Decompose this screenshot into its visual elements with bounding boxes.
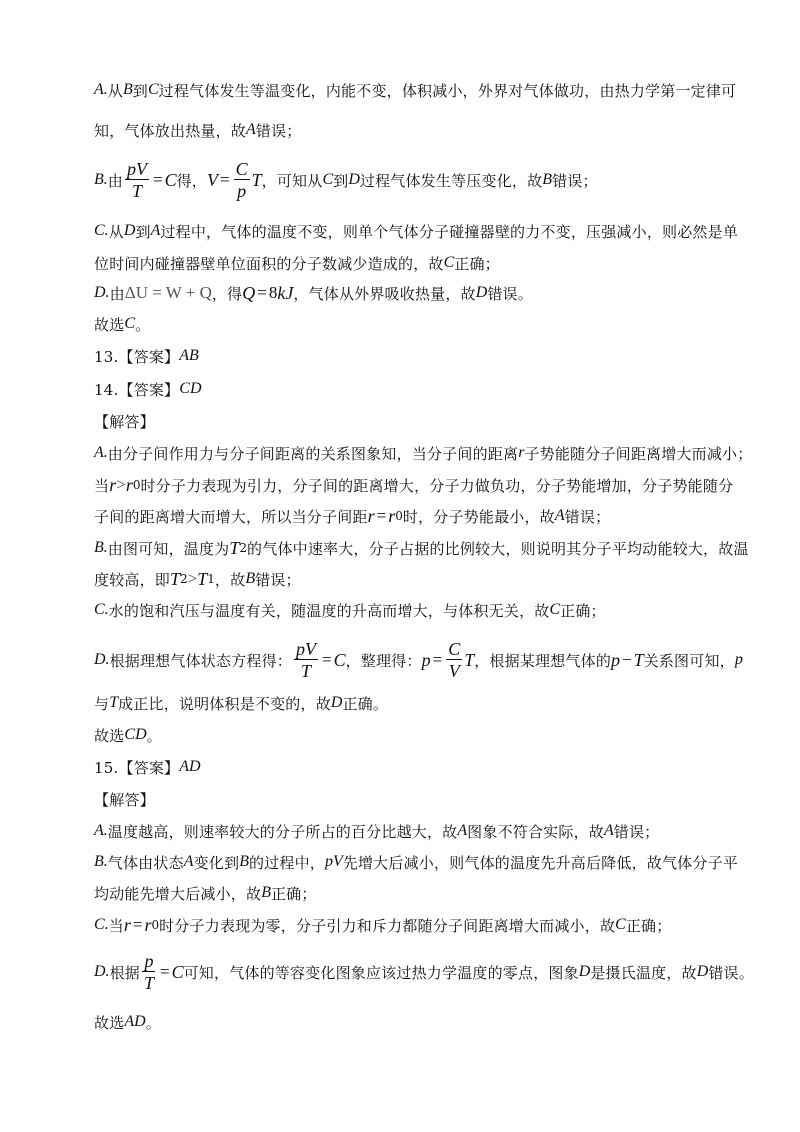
text-run: 正确； bbox=[560, 601, 606, 620]
text-run: 先增大后减小，则气体的温度先升高后降低，故气体分子平 bbox=[342, 853, 738, 872]
math-run: Q bbox=[242, 282, 256, 303]
text-run: 14.【答案】 bbox=[94, 380, 180, 399]
text-run: ，整理得： bbox=[345, 651, 422, 670]
math-run: p bbox=[611, 649, 621, 670]
text-line bbox=[94, 374, 800, 404]
text-run: ，气体从外界吸收热量，故 bbox=[293, 284, 476, 303]
text-line bbox=[94, 341, 800, 371]
fraction bbox=[125, 160, 149, 200]
text-run: 过程气体发生等压变化，故 bbox=[359, 171, 543, 190]
math-run: C bbox=[322, 171, 334, 188]
math-run: B bbox=[542, 171, 553, 188]
math-run: T bbox=[464, 649, 475, 670]
fraction-numerator: p bbox=[144, 951, 154, 971]
math-run: r bbox=[367, 505, 375, 526]
text-line bbox=[94, 533, 800, 563]
text-run: 正确； bbox=[270, 884, 317, 903]
math-run: AB bbox=[179, 347, 199, 364]
math-run: V bbox=[207, 169, 218, 190]
text-run: 过程气体发生等温变化，内能不变，体积减小，外界对气体做功，由热力学第一定律可 bbox=[158, 81, 737, 100]
math-run: A bbox=[183, 853, 194, 870]
math-run: r bbox=[388, 505, 396, 526]
fraction-numerator: C bbox=[235, 159, 248, 179]
math-run: C bbox=[333, 649, 346, 670]
text-run: 。 bbox=[135, 315, 151, 334]
text-run: 。 bbox=[146, 726, 162, 745]
math-run: C bbox=[443, 254, 455, 271]
text-run: 错误； bbox=[564, 507, 611, 526]
text-run: 错误。 bbox=[708, 963, 754, 982]
fraction bbox=[294, 640, 318, 680]
math-run: pV bbox=[324, 853, 343, 870]
text-line bbox=[94, 878, 800, 908]
math-run: D. bbox=[94, 963, 110, 980]
fraction bbox=[446, 640, 462, 680]
text-run: 【解答】 bbox=[94, 412, 155, 431]
math-run: B. bbox=[94, 539, 108, 556]
math-run: T bbox=[633, 649, 644, 670]
math-run: > bbox=[116, 475, 126, 494]
math-run: = bbox=[432, 650, 443, 669]
math-run: T bbox=[229, 537, 240, 558]
text-line bbox=[94, 438, 800, 468]
text-line bbox=[94, 752, 800, 782]
text-line bbox=[94, 406, 800, 436]
text-line bbox=[94, 248, 800, 278]
math-run: A bbox=[457, 822, 468, 839]
math-run: C bbox=[124, 315, 136, 332]
text-run: 的气体中速率大，分子占据的比例较大，则说明其分子平均动能较大，故温 bbox=[247, 539, 749, 558]
math-run: 0 bbox=[132, 478, 141, 492]
text-run: 可知，气体的等容变化图象应该过热力学温度的零点，图象 bbox=[183, 963, 579, 982]
text-line bbox=[94, 75, 800, 105]
math-run: B bbox=[239, 853, 249, 870]
fraction-denominator: T bbox=[300, 661, 311, 681]
text-run: 的过程中， bbox=[248, 853, 325, 872]
fraction-numerator: C bbox=[448, 639, 461, 659]
text-line bbox=[94, 847, 800, 877]
text-line bbox=[94, 639, 800, 681]
math-run: 0 bbox=[151, 918, 160, 932]
text-line bbox=[94, 595, 800, 625]
math-run: A bbox=[603, 822, 614, 839]
text-run: 根据理想气体状态方程得： bbox=[109, 651, 292, 670]
text-run: ，故 bbox=[214, 570, 246, 589]
text-run: 故选 bbox=[94, 315, 125, 334]
text-run: 图象不符合实际，故 bbox=[467, 822, 604, 841]
text-run: 知，气体放出热量，故 bbox=[94, 121, 247, 140]
text-run: 正确； bbox=[454, 254, 500, 273]
text-run: 变化到 bbox=[193, 853, 240, 872]
text-run: 温度越高，则速率较大的分子所占的百分比越大，故 bbox=[107, 822, 458, 841]
math-run: = bbox=[152, 170, 163, 189]
text-line bbox=[94, 688, 800, 718]
math-run: C bbox=[147, 81, 159, 98]
math-run: 2 bbox=[239, 541, 248, 555]
text-run: 从 bbox=[108, 222, 124, 241]
text-run: 水的饱和汽压与温度有关，随温度的升高而增大，与体积无关，故 bbox=[108, 601, 550, 620]
math-run: A bbox=[246, 121, 256, 138]
text-run: 是摄氏温度，故 bbox=[590, 963, 697, 982]
math-run: 2 bbox=[180, 572, 188, 586]
math-run: − bbox=[622, 650, 632, 669]
text-line bbox=[94, 159, 800, 201]
math-run: A bbox=[554, 507, 565, 524]
text-line bbox=[94, 216, 800, 246]
text-run: 时，分子势能最小，故 bbox=[402, 507, 555, 526]
text-run: 由分子间作用力与分子间距离的关系图象知，当分子间的距离 bbox=[107, 444, 519, 463]
math-run: C bbox=[164, 169, 177, 190]
math-run: = bbox=[132, 915, 143, 934]
text-line bbox=[94, 720, 800, 750]
text-run: 到 bbox=[333, 171, 349, 190]
text-run: 由 bbox=[107, 171, 123, 190]
text-run: 得， bbox=[176, 171, 207, 190]
math-run: kJ bbox=[277, 282, 294, 303]
math-run: T bbox=[197, 568, 208, 589]
text-run: 当 bbox=[108, 916, 124, 935]
math-run: B. bbox=[94, 171, 108, 188]
text-line bbox=[94, 115, 800, 145]
math-run: AD bbox=[179, 758, 201, 775]
math-run: D bbox=[123, 222, 136, 239]
text-run: 故选 bbox=[94, 726, 125, 745]
fraction-numerator: pV bbox=[295, 639, 316, 659]
text-run: 成正比，说明体积是不变的，故 bbox=[118, 694, 331, 713]
math-run: D bbox=[330, 694, 343, 711]
math-run: D bbox=[475, 284, 488, 301]
text-run: 错误； bbox=[255, 121, 302, 140]
text-run: 错误。 bbox=[487, 284, 533, 303]
math-run: D. bbox=[94, 651, 110, 668]
text-run: 到 bbox=[132, 81, 148, 100]
text-run: 13.【答案】 bbox=[94, 347, 180, 366]
text-run: 当 bbox=[94, 476, 110, 495]
text-run: 从 bbox=[107, 81, 123, 100]
math-run: A. bbox=[94, 822, 108, 839]
fraction-denominator: p bbox=[237, 181, 247, 201]
math-run: p bbox=[421, 649, 431, 670]
text-line bbox=[94, 951, 800, 993]
fraction-numerator: pV bbox=[126, 159, 147, 179]
math-run: D bbox=[696, 963, 709, 980]
math-run: r bbox=[109, 474, 117, 495]
fraction bbox=[142, 952, 156, 992]
text-run: 子势能随分子间距离增大而减小； bbox=[524, 444, 753, 463]
math-run: r bbox=[144, 914, 152, 935]
math-run: D. bbox=[94, 284, 110, 301]
fraction-denominator: T bbox=[143, 973, 154, 993]
math-run: = bbox=[321, 650, 332, 669]
math-run: p bbox=[734, 651, 743, 668]
text-run: 。 bbox=[145, 1013, 161, 1032]
text-run: 度较高，即 bbox=[94, 570, 171, 589]
math-run: T bbox=[109, 694, 119, 711]
math-run: D bbox=[348, 171, 360, 188]
math-run: C. bbox=[94, 601, 109, 618]
text-line bbox=[94, 564, 800, 594]
math-run: B bbox=[122, 81, 133, 98]
text-run: 错误； bbox=[552, 171, 598, 190]
math-run: C. bbox=[94, 222, 109, 239]
math-run: D bbox=[578, 963, 591, 980]
text-run: 【解答】 bbox=[94, 790, 155, 809]
math-run: ΔU = W + Q bbox=[124, 283, 212, 302]
math-run: r bbox=[125, 474, 133, 495]
math-run: CD bbox=[124, 726, 147, 743]
text-run: 到 bbox=[135, 222, 151, 241]
math-run: r bbox=[518, 444, 525, 461]
math-run: T bbox=[170, 568, 181, 589]
math-run: A. bbox=[94, 81, 108, 98]
math-run: = bbox=[376, 506, 387, 525]
math-run: B bbox=[245, 570, 256, 587]
text-run: 正确。 bbox=[342, 694, 389, 713]
text-line bbox=[94, 1007, 800, 1037]
text-line bbox=[94, 309, 800, 339]
math-run: C bbox=[549, 601, 561, 618]
text-run: 15.【答案】 bbox=[94, 758, 180, 777]
math-run: > bbox=[187, 569, 198, 588]
math-run: C. bbox=[94, 916, 109, 933]
text-line bbox=[94, 470, 800, 500]
text-run: 时分子力表现为引力，分子间的距离增大，分子力做负功，分子势能增加，分子势能随分 bbox=[140, 476, 734, 495]
math-run: C bbox=[615, 916, 626, 933]
math-run: C bbox=[171, 961, 184, 982]
text-run: 故选 bbox=[94, 1013, 125, 1032]
text-run: ，根据某理想气体的 bbox=[474, 651, 612, 670]
math-run: T bbox=[251, 169, 262, 190]
text-run: 关系图可知， bbox=[643, 651, 735, 670]
math-run: = bbox=[220, 170, 230, 189]
text-run: 正确； bbox=[625, 916, 672, 935]
text-run: 时分子力表现为零，分子引力和斥力都随分子间距离增大而减小，故 bbox=[159, 916, 616, 935]
math-run: A bbox=[150, 222, 161, 239]
math-run: B. bbox=[94, 853, 108, 870]
text-run: 由 bbox=[109, 284, 125, 303]
text-line bbox=[94, 501, 800, 531]
text-run: 错误； bbox=[613, 822, 660, 841]
fraction bbox=[234, 160, 250, 200]
fraction-denominator: T bbox=[131, 181, 142, 201]
text-run: ，可知从 bbox=[261, 171, 323, 190]
text-line bbox=[94, 816, 800, 846]
text-run: 根据 bbox=[109, 963, 140, 982]
text-run: 错误； bbox=[255, 570, 301, 589]
math-run: 1 bbox=[207, 572, 215, 586]
math-run: 8 bbox=[268, 283, 278, 302]
math-run: = bbox=[159, 962, 170, 981]
text-run: 子间的距离增大而增大，所以当分子间距 bbox=[94, 507, 368, 526]
text-run: ，得 bbox=[211, 284, 243, 303]
math-run: r bbox=[123, 914, 131, 935]
text-run: 位时间内碰撞器壁单位面积的分子数减少造成的，故 bbox=[94, 254, 444, 273]
math-run: CD bbox=[179, 380, 202, 397]
text-line bbox=[94, 784, 800, 814]
text-run: 与 bbox=[94, 694, 110, 713]
text-run: 均动能先增大后减小，故 bbox=[94, 884, 262, 903]
text-line bbox=[94, 278, 800, 308]
text-run: 过程中，气体的温度不变，则单个气体分子碰撞器壁的力不变，压强减小，则必然是单 bbox=[160, 222, 739, 241]
fraction-denominator: V bbox=[448, 661, 460, 681]
text-line bbox=[94, 910, 800, 940]
math-run: A. bbox=[94, 444, 108, 461]
text-run: 气体由状态 bbox=[107, 853, 184, 872]
math-run: = bbox=[257, 283, 267, 302]
math-run: B bbox=[261, 884, 271, 901]
text-run: 由图可知，温度为 bbox=[107, 539, 230, 558]
math-run: AD bbox=[124, 1013, 146, 1030]
math-run: 0 bbox=[395, 509, 403, 523]
